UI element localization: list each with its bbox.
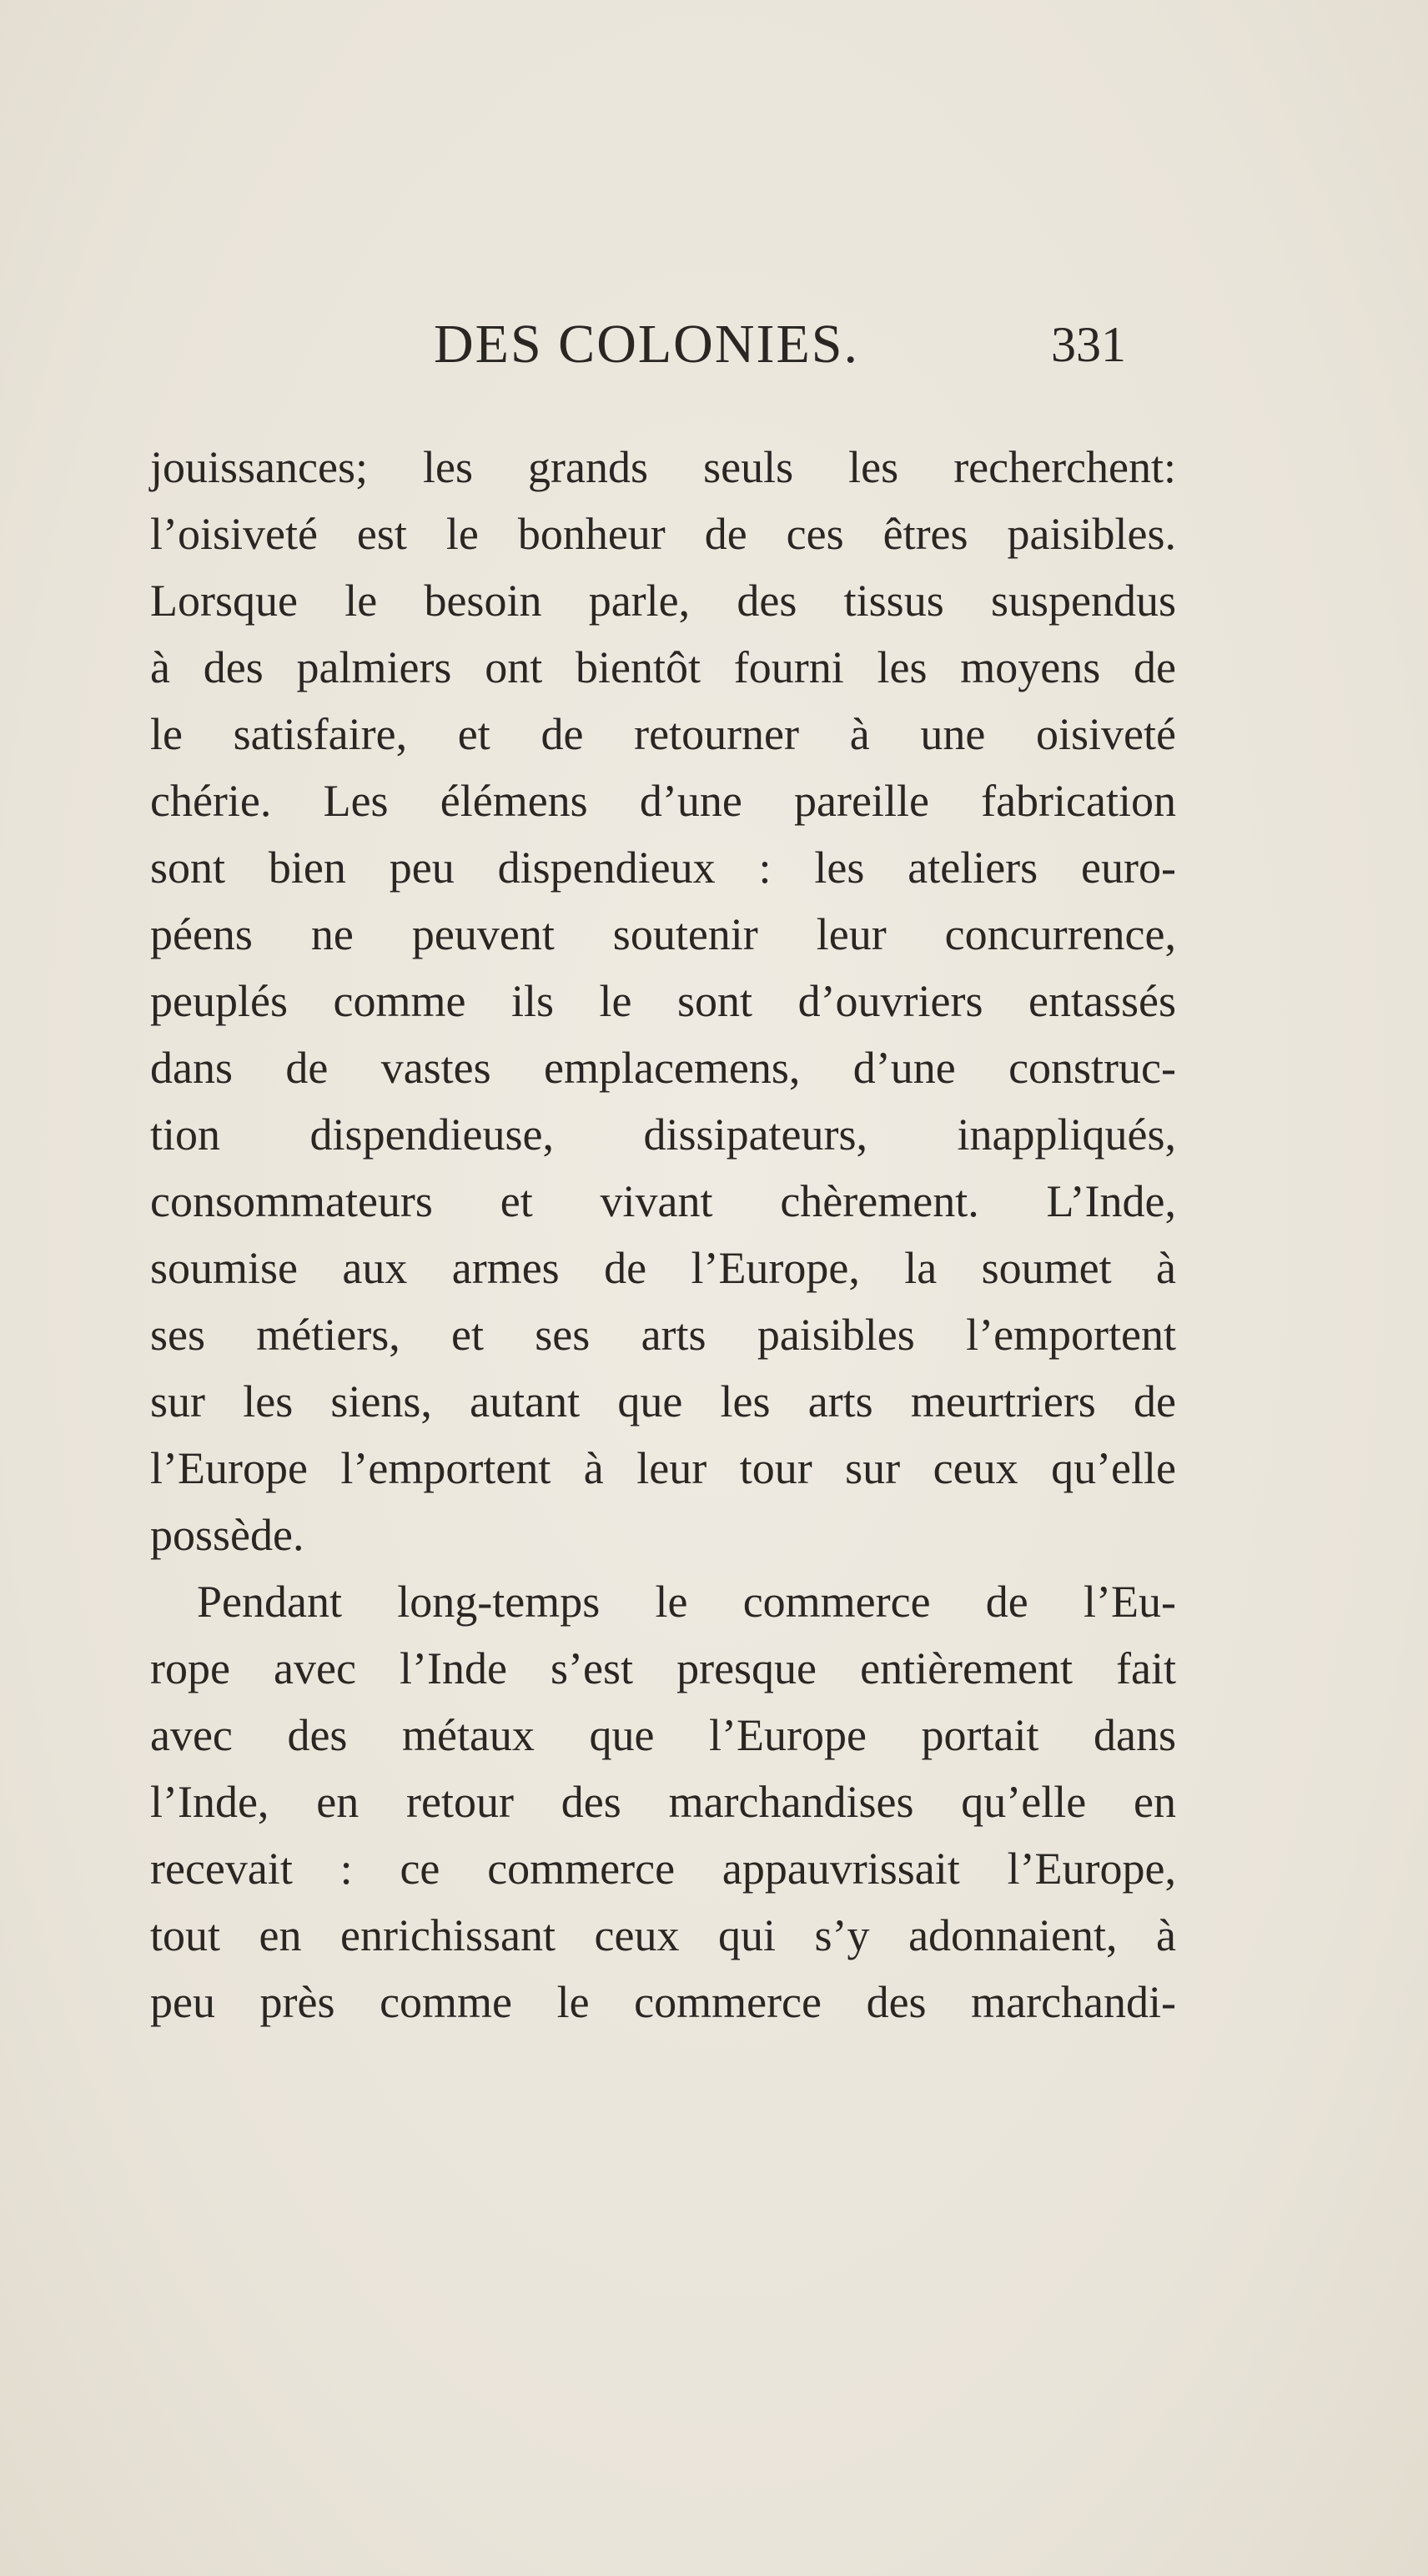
paragraph-end-line: possède.	[150, 1510, 304, 1560]
text-line: sur les siens, autant que les arts meurtriers de	[150, 1376, 1176, 1426]
text-line: l’Inde, en retour des marchandises qu’elle en	[150, 1777, 1176, 1827]
text-line: soumise aux armes de l’Europe, la soumet à	[150, 1243, 1176, 1293]
running-title: DES COLONIES.	[434, 314, 860, 375]
text-line: peu près comme le commerce des marchandi-	[150, 1977, 1176, 2027]
text-line: le satisfaire, et de retourner à une oisiveté	[150, 709, 1176, 759]
paragraph-start-line: Pendant long-temps le commerce de l’Eu-	[197, 1577, 1176, 1627]
text-line: Lorsque le besoin parle, des tissus suspendus	[150, 576, 1176, 626]
text-line: l’oisiveté est le bonheur de ces êtres paisibles.	[150, 509, 1176, 559]
text-line: sont bien peu dispendieux : les ateliers euro-	[150, 843, 1176, 893]
text-line: ses métiers, et ses arts paisibles l’emportent	[150, 1310, 1176, 1360]
text-line: chérie. Les élémens d’une pareille fabrication	[150, 776, 1176, 826]
text-line: recevait : ce commerce appauvrissait l’Europe,	[150, 1844, 1176, 1894]
text-line: avec des métaux que l’Europe portait dans	[150, 1710, 1176, 1760]
text-line: rope avec l’Inde s’est presque entièrement fait	[150, 1643, 1176, 1693]
text-line: l’Europe l’emportent à leur tour sur ceux qu’elle	[150, 1443, 1176, 1493]
text-line: à des palmiers ont bientôt fourni les moyens de	[150, 642, 1176, 692]
text-line: tion dispendieuse, dissipateurs, inappliqués,	[150, 1109, 1176, 1160]
page-number: 331	[1051, 317, 1126, 372]
running-head	[434, 307, 1126, 382]
text-line: jouissances; les grands seuls les recherchent:	[150, 442, 1176, 492]
text-line: peuplés comme ils le sont d’ouvriers entassés	[150, 976, 1176, 1026]
text-line: consommateurs et vivant chèrement. L’Inde,	[150, 1176, 1176, 1226]
text-line: péens ne peuvent soutenir leur concurrence,	[150, 909, 1176, 959]
text-line: dans de vastes emplacemens, d’une construc-	[150, 1043, 1176, 1093]
body-text	[150, 434, 1176, 2035]
text-line: tout en enrichissant ceux qui s’y adonnaient, à	[150, 1910, 1176, 1960]
